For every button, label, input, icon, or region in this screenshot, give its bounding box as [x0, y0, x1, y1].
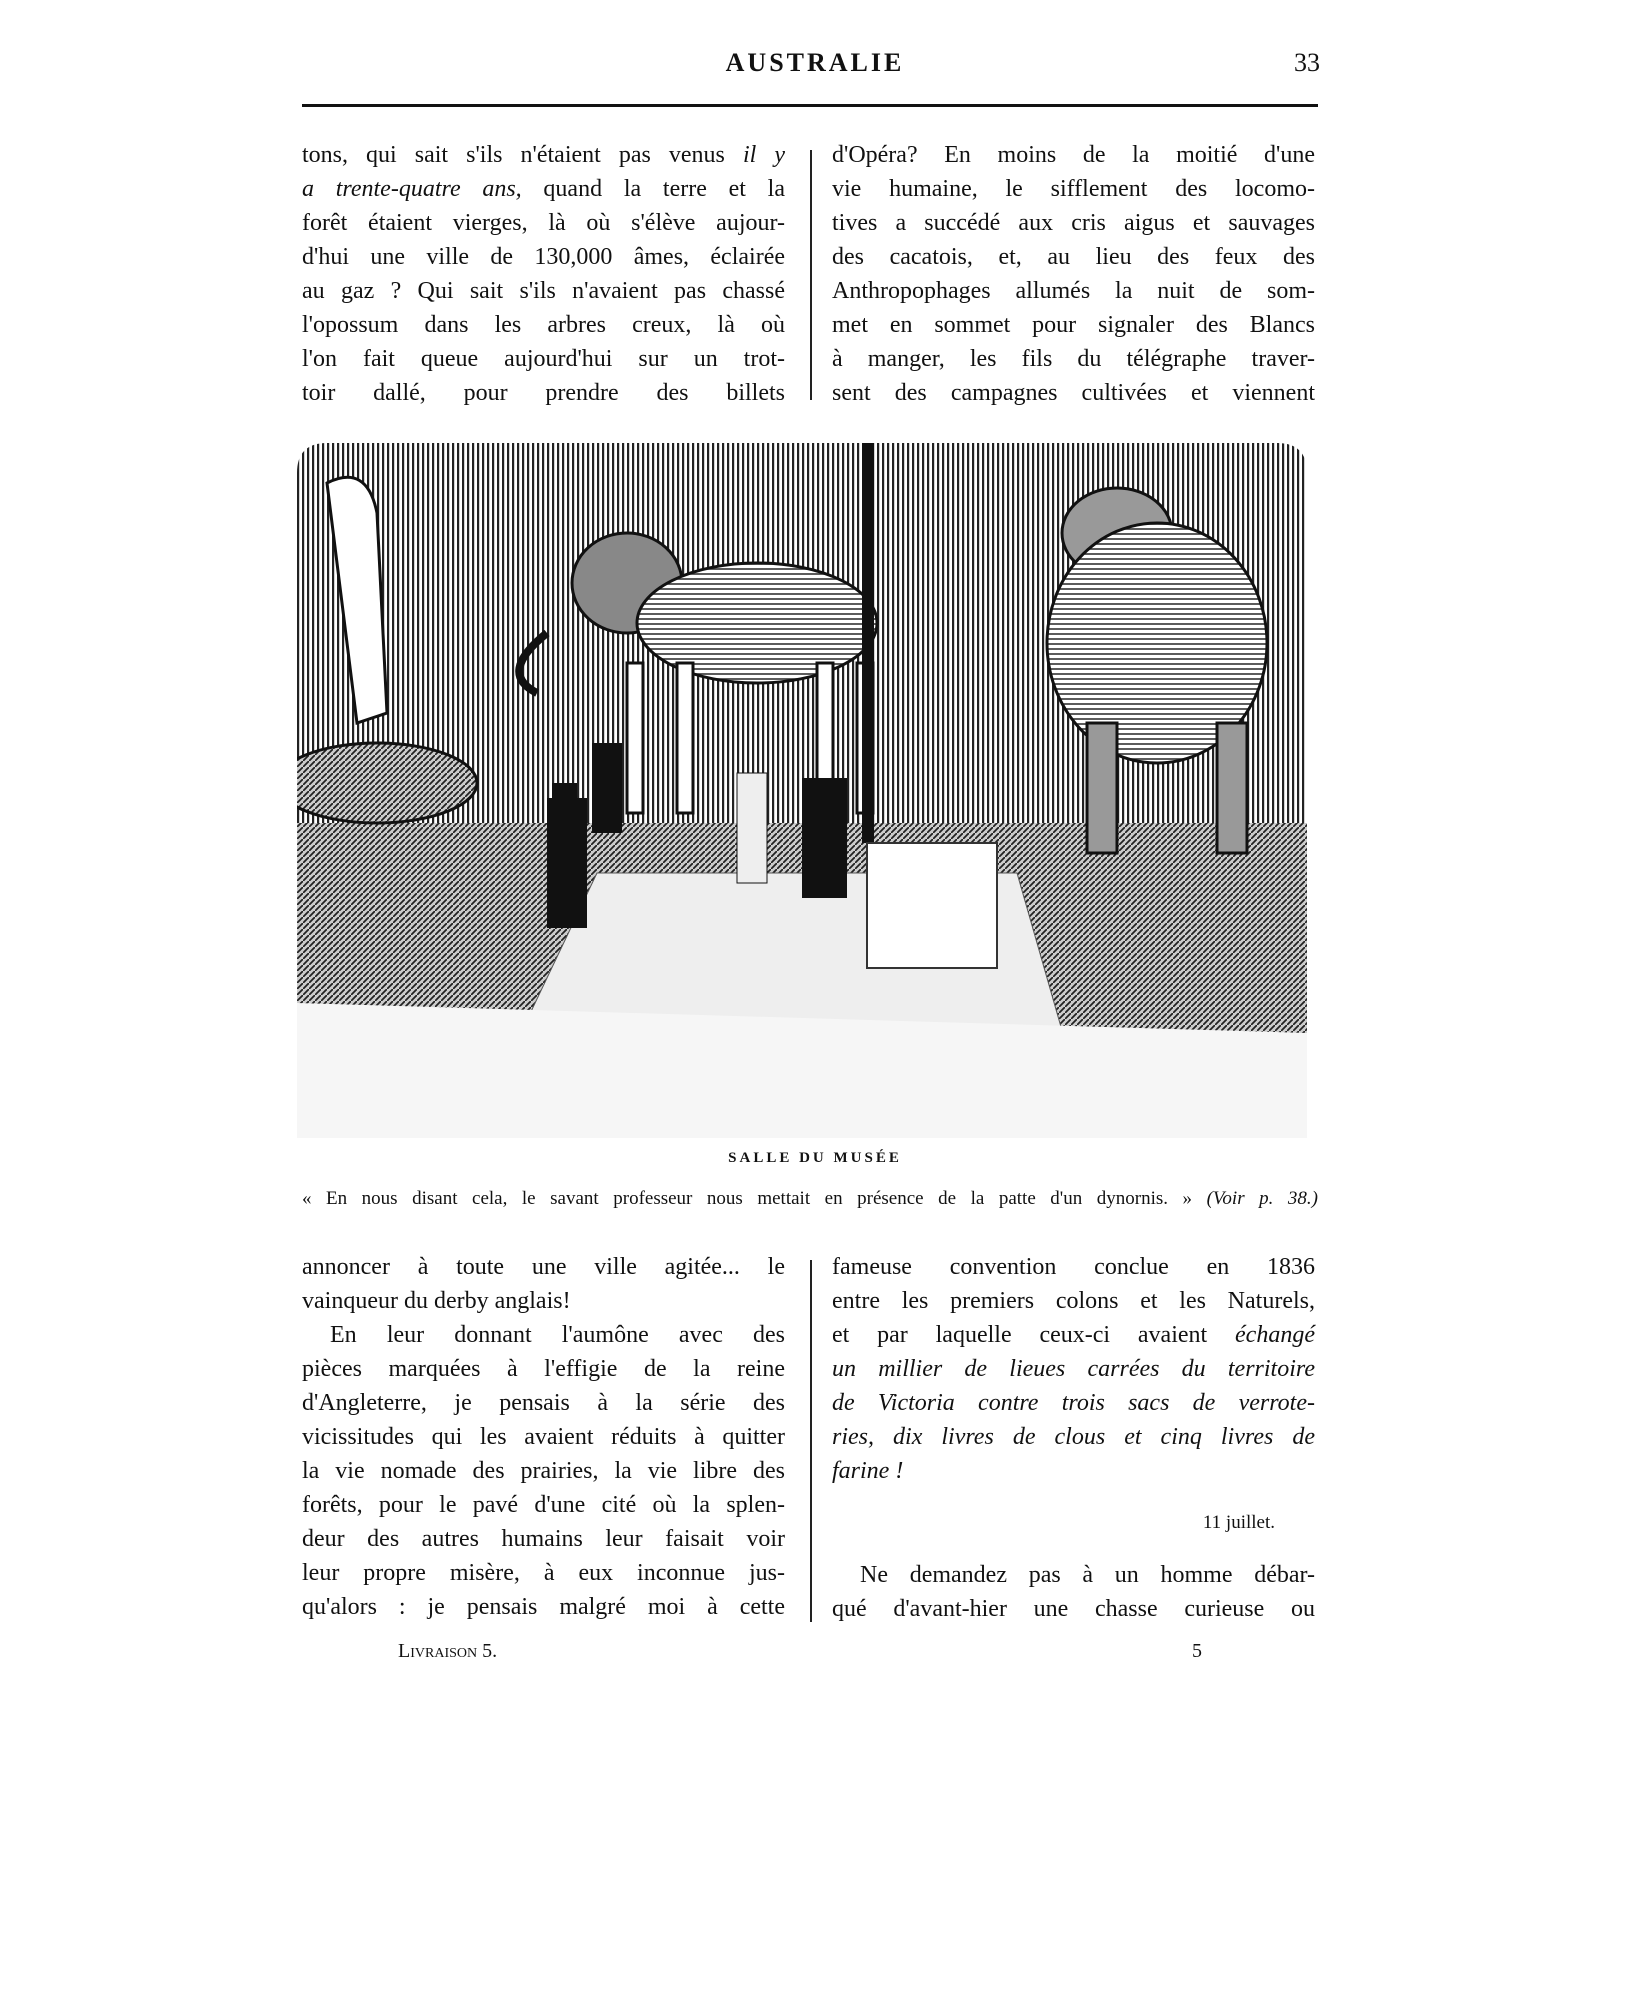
text-line: En leur donnant l'aumône avec des: [330, 1322, 785, 1348]
text-line: la vie nomade des prairies, la vie libre des: [302, 1458, 785, 1484]
header-rule: [302, 104, 1318, 107]
text-line: et par laquelle ceux-ci avaient échangé: [832, 1322, 1315, 1348]
caption-reference: (Voir p. 38.): [1206, 1188, 1318, 1209]
text-line: deur des autres humains leur faisait voir: [302, 1526, 785, 1552]
text-line: pièces marquées à l'effigie de la reine: [302, 1356, 785, 1382]
text-line: farine !: [832, 1458, 904, 1484]
text-line: met en sommet pour signaler des Blancs: [832, 312, 1315, 338]
top-right-column: [832, 138, 1315, 410]
illustration-title: SALLE DU MUSÉE: [728, 1150, 902, 1166]
text-line: un millier de lieues carrées du territoire: [832, 1356, 1315, 1382]
text-line: qué d'avant-hier une chasse curieuse ou: [832, 1596, 1315, 1622]
pillar: [862, 443, 874, 843]
text-line: toir dallé, pour prendre des billets: [302, 380, 785, 406]
footer-signature: Livraison 5.: [398, 1640, 498, 1662]
caption-quote: « En nous disant cela, le savant professeur nous mettait en présence de la patte d'un dynornis. »: [302, 1188, 1193, 1209]
bottom-left-column: [302, 1250, 785, 1624]
text-line: qu'alors : je pensais malgré moi à cette: [302, 1594, 785, 1620]
text-line: Anthropophages allumés la nuit de som-: [832, 278, 1315, 304]
text-line: l'on fait queue aujourd'hui sur un trot-: [302, 346, 785, 372]
entry-date: 11 juillet.: [1202, 1512, 1275, 1533]
top-left-column: [302, 138, 785, 410]
column-divider: [810, 1260, 812, 1622]
text-line: leur propre misère, à eux inconnue jus-: [302, 1560, 785, 1586]
text-line: vie humaine, le sifflement des locomo-: [832, 176, 1315, 202]
page-number: 33: [1294, 48, 1320, 77]
display-pedestal: [867, 843, 997, 968]
text-line: vicissitudes qui les avaient réduits à quitter: [302, 1424, 785, 1450]
text-line: a trente-quatre ans, quand la terre et la: [302, 176, 785, 202]
text-line: des cacatois, et, au lieu des feux des: [832, 244, 1315, 270]
text-line: d'hui une ville de 130,000 âmes, éclairée: [302, 244, 785, 270]
text-line: annoncer à toute une ville agitée... le: [302, 1254, 785, 1280]
text-line: de Victoria contre trois sacs de verrote-: [832, 1390, 1315, 1416]
museum-illustration: [297, 443, 1307, 1138]
text-line: fameuse convention conclue en 1836: [832, 1254, 1315, 1280]
column-divider: [810, 150, 812, 400]
text-line: tons, qui sait s'ils n'étaient pas venus il y: [302, 142, 785, 168]
text-line: forêt étaient vierges, là où s'élève aujour-: [302, 210, 785, 236]
text-line: tives a succédé aux cris aigus et sauvages: [832, 210, 1315, 236]
running-header-title: AUSTRALIE: [725, 48, 905, 77]
text-line: forêts, pour le pavé d'une cité où la splen-: [302, 1492, 785, 1518]
text-line: ries, dix livres de clous et cinq livres de: [832, 1424, 1315, 1450]
text-line: vainqueur du derby anglais!: [302, 1288, 571, 1314]
text-line: d'Angleterre, je pensais à la série des: [302, 1390, 785, 1416]
text-line: sent des campagnes cultivées et viennent: [832, 380, 1315, 406]
text-line: au gaz ? Qui sait s'ils n'avaient pas chassé: [302, 278, 785, 304]
bottom-right-column: [832, 1250, 1315, 1626]
illustration-caption: [302, 1188, 1318, 1210]
text-line: entre les premiers colons et les Naturels,: [832, 1288, 1315, 1314]
text-line: d'Opéra? En moins de la moitié d'une: [832, 142, 1315, 168]
text-line: à manger, les fils du télégraphe traver-: [832, 346, 1315, 372]
text-line: l'opossum dans les arbres creux, là où: [302, 312, 785, 338]
text-line: Ne demandez pas à un homme débar-: [860, 1562, 1315, 1588]
footer-sheet-number: 5: [1192, 1640, 1202, 1662]
